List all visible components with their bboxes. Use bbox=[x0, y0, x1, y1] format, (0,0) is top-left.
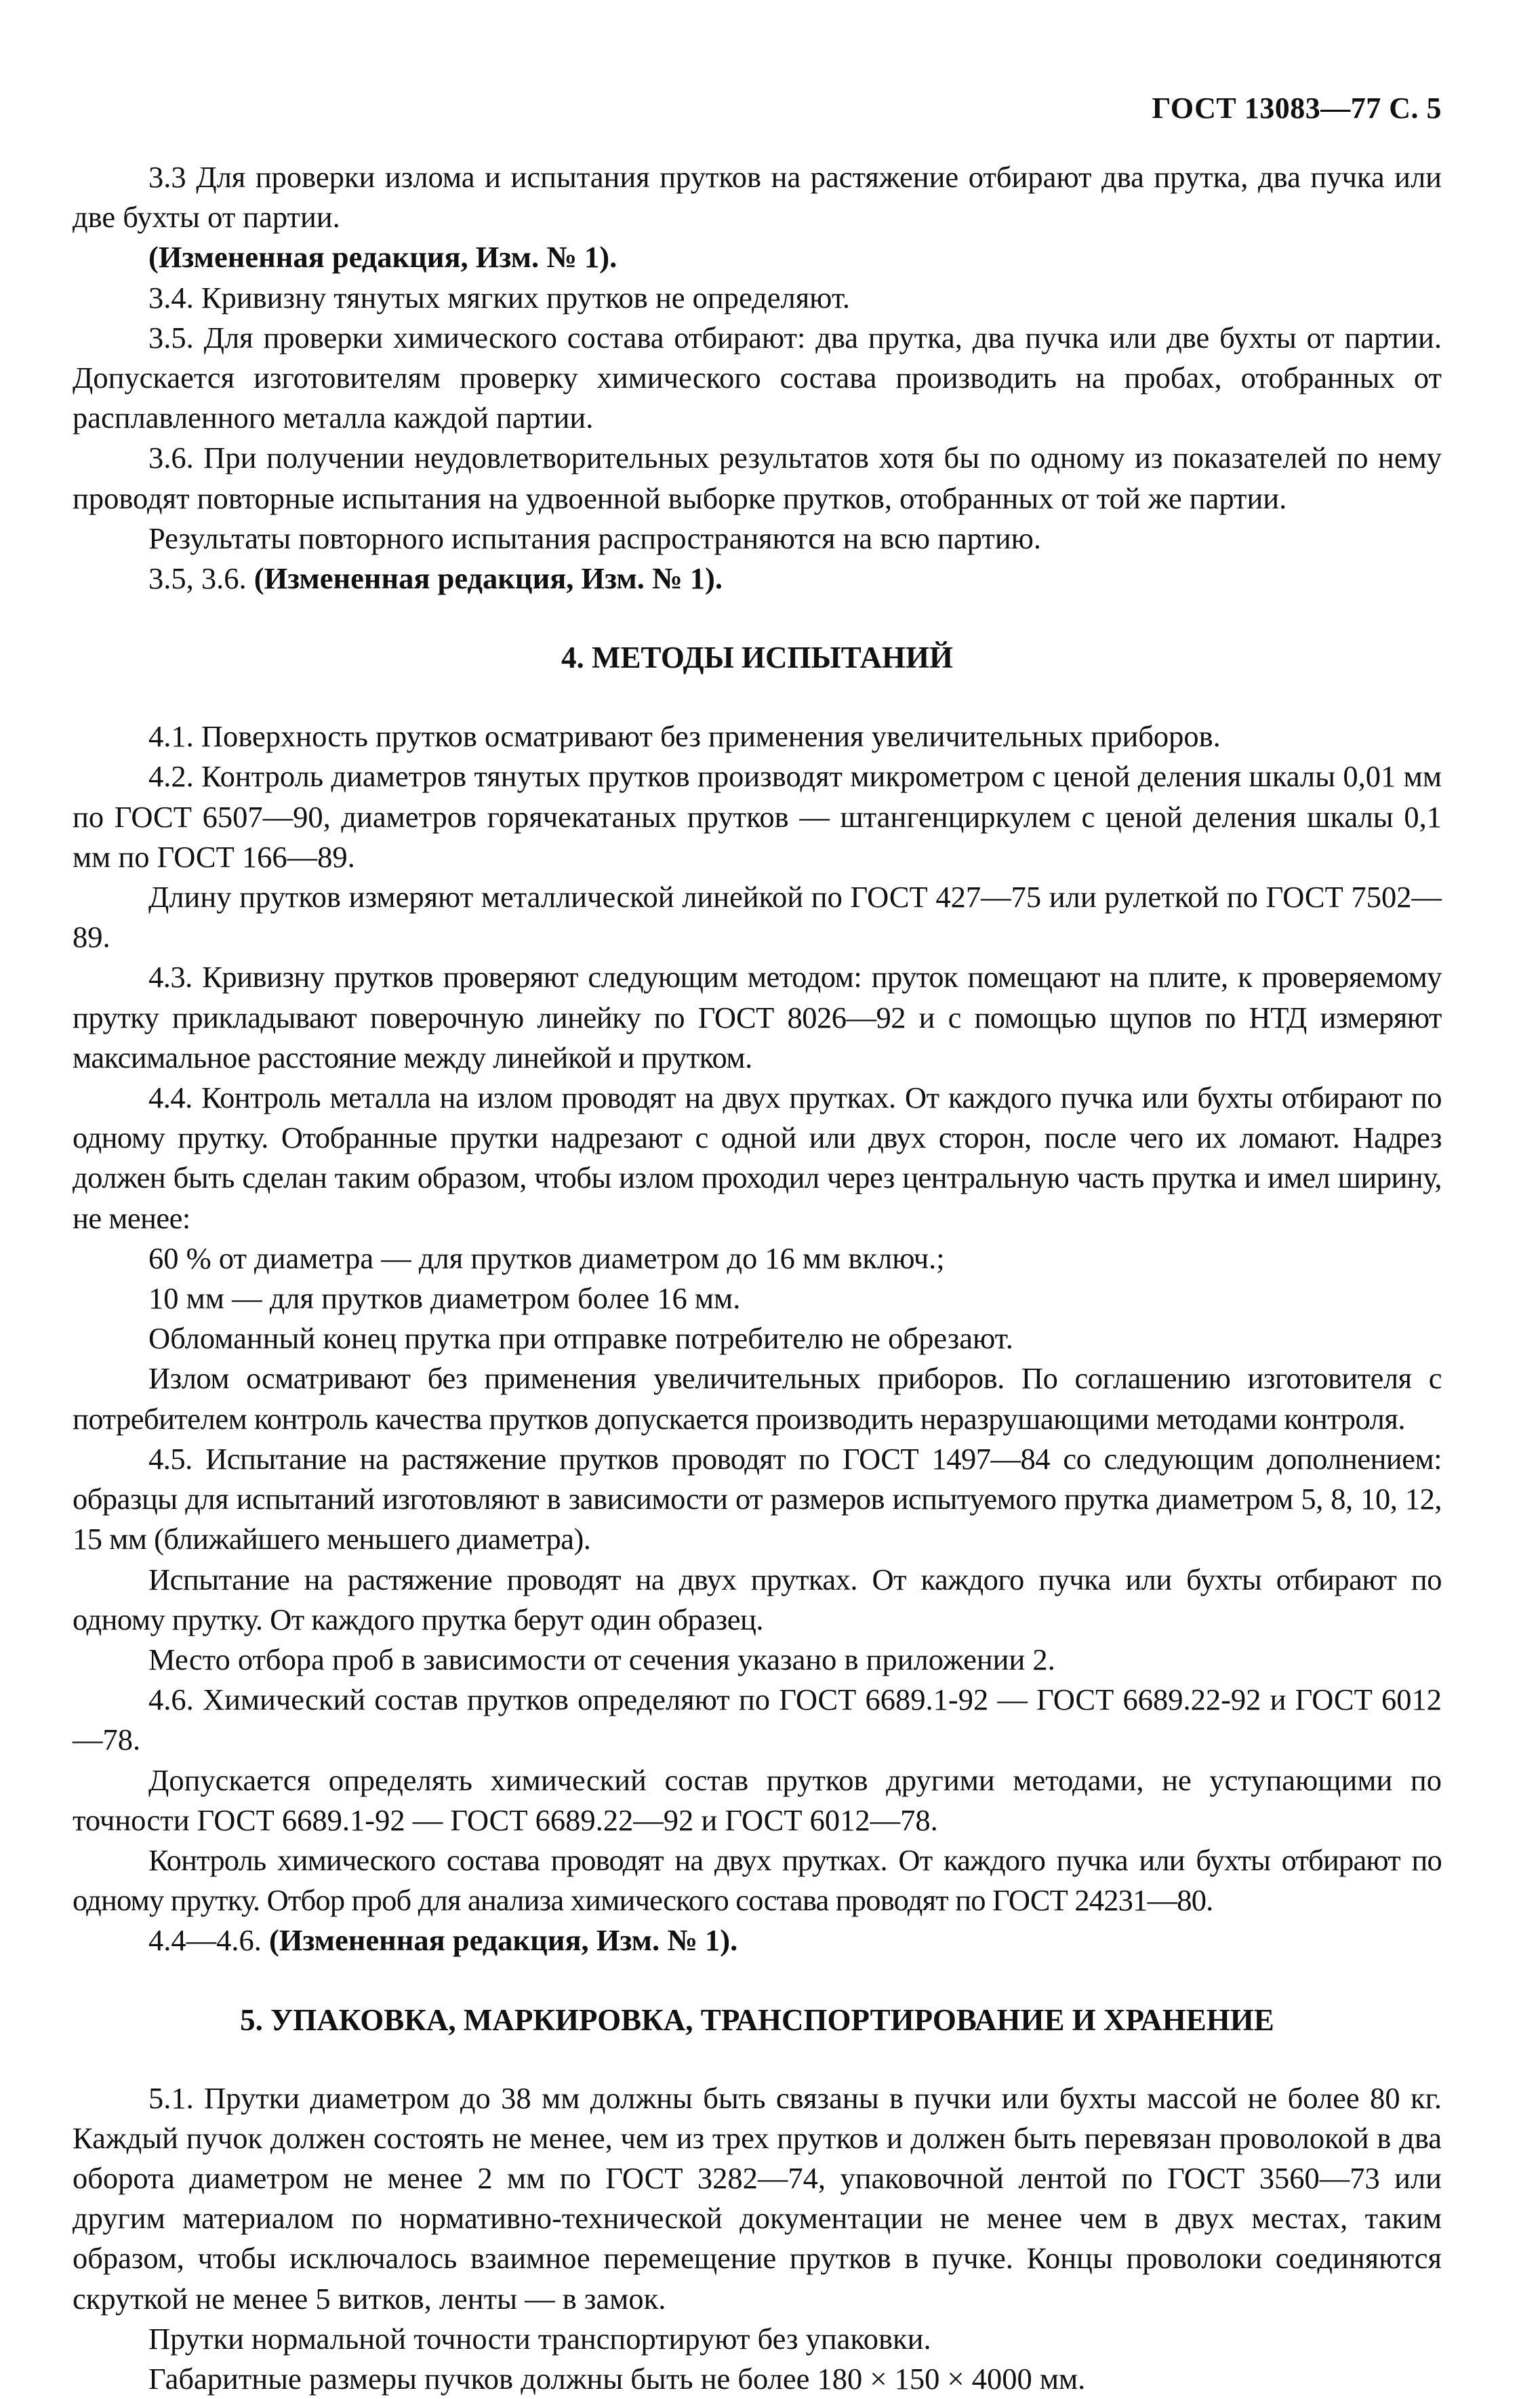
paragraph-5-1-dimensions: Габаритные размеры пучков должны быть не более 180 × 150 × 4000 мм. bbox=[148, 2361, 1086, 2396]
paragraph-3-6-results: Результаты повторного испытания распространяются на всю партию. bbox=[148, 521, 1042, 555]
paragraph-4-4-item-b: 10 мм — для прутков диаметром более 16 мм. bbox=[148, 1281, 741, 1316]
paragraph-5-1: 5.1. Прутки диаметром до 38 мм должны быть связаны в пучки или бухты массой не более 80 кг. Каждый пучок должен состоять не менее, чем из трех прутков и должен быть перевязан проволокой в два оборота диаметром не менее 2 мм по ГОСТ 3282—74, упаковочной лентой по ГОСТ 3560—73 или другим материалом по нормативно-технической документации не менее чем в двух местах, таким образом, чтобы исключалось взаимное перемещение прутков в пучке. Концы проволоки соединяются скруткой не менее 5 витков, ленты — в замок. bbox=[73, 2080, 1442, 2316]
paragraph-4-2: 4.2. Контроль диаметров тянутых прутков производят микрометром с ценой деления шкалы 0,01 мм по ГОСТ 6507—90, диаметров горячекатаных прутков — штангенциркулем с ценой деления шкалы 0,1 мм по ГОСТ 166—89. bbox=[73, 759, 1442, 874]
paragraph-4-1: 4.1. Поверхность прутков осматривают без применения увеличительных приборов. bbox=[148, 719, 1221, 754]
paragraph-4-4-note: Обломанный конец прутка при отправке потребителю не обрезают. bbox=[148, 1321, 1013, 1356]
amendment-ref: 4.4—4.6. bbox=[148, 1923, 262, 1958]
paragraph-3-4: 3.4. Кривизну тянутых мягких прутков не определяют. bbox=[148, 280, 851, 315]
paragraph-4-4-item-a: 60 % от диаметра — для прутков диаметром до 16 мм включ.; bbox=[148, 1241, 945, 1275]
paragraph-4-5-test: Испытание на растяжение проводят на двух прутках. От каждого пучка или бухты отбирают по одному прутку. От каждого прутка берут один образец. bbox=[73, 1562, 1442, 1636]
paragraph-4-2-length: Длину прутков измеряют металлической линейкой по ГОСТ 427—75 или рулеткой по ГОСТ 7502—89. bbox=[73, 880, 1442, 954]
document-body bbox=[73, 157, 1442, 2399]
paragraph-3-6: 3.6. При получении неудовлетворительных результатов хотя бы по одному из показателей по нему проводят повторные испытания на удвоенной выборке прутков, отобранных от той же партии. bbox=[73, 441, 1442, 515]
amendment-note-4-4-4-6 bbox=[73, 1920, 1442, 1960]
paragraph-4-4-inspection: Излом осматривают без применения увеличительных приборов. По соглашению изготовителя с потребителем контроль качества прутков допускается производить неразрушающими методами контроля. bbox=[73, 1361, 1442, 1436]
section-4-title: 4. МЕТОДЫ ИСПЫТАНИЙ bbox=[561, 641, 954, 675]
paragraph-5-1-transport: Прутки нормальной точности транспортируют без упаковки. bbox=[148, 2321, 931, 2356]
paragraph-3-5: 3.5. Для проверки химического состава отбирают: два прутка, два пучка или две бухты от партии. Допускается изготовителям проверку химического состава производить на пробах, отобранных от расплавленного металла каждой партии. bbox=[73, 320, 1442, 435]
paragraph-3-3: 3.3 Для проверки излома и испытания прутков на растяжение отбирают два прутка, два пучка или две бухты от партии. bbox=[73, 160, 1442, 235]
paragraph-4-6: 4.6. Химический состав прутков определяют по ГОСТ 6689.1-92 — ГОСТ 6689.22-92 и ГОСТ 6012—78. bbox=[73, 1682, 1442, 1757]
paragraph-4-6-control: Контроль химического состава проводят на двух прутках. От каждого пучка или бухты отбирают по одному прутку. Отбор проб для анализа химического состава проводят по ГОСТ 24231—80. bbox=[73, 1842, 1442, 1918]
paragraph-4-5: 4.5. Испытание на растяжение прутков проводят по ГОСТ 1497—84 со следующим дополнением: образцы для испытаний изготовляют в зависимости от размеров испытуемого прутка диаметром 5, 8, 10, 12, 15 мм (ближайшего меньшего диаметра). bbox=[73, 1441, 1442, 1556]
paragraph-4-5-sampling: Место отбора проб в зависимости от сечения указано в приложении 2. bbox=[148, 1642, 1055, 1676]
page-header: ГОСТ 13083—77 С. 5 bbox=[1152, 92, 1442, 125]
amendment-label: (Измененная редакция, Изм. № 1). bbox=[269, 1923, 738, 1958]
amendment-ref: 3.5, 3.6. bbox=[148, 561, 247, 596]
paragraph-4-3: 4.3. Кривизну прутков проверяют следующим методом: пруток помещают на плите, к проверяемому прутку прикладывают поверочную линейку по ГОСТ 8026—92 и с помощью щупов по НТД измеряют максимальное расстояние между линейкой и прутком. bbox=[73, 960, 1442, 1074]
section-5-title: 5. УПАКОВКА, МАРКИРОВКА, ТРАНСПОРТИРОВАНИЕ И ХРАНЕНИЕ bbox=[240, 2002, 1274, 2037]
paragraph-4-6-methods: Допускается определять химический состав прутков другими методами, не уступающими по точности ГОСТ 6689.1-92 — ГОСТ 6689.22—92 и ГОСТ 6012—78. bbox=[73, 1762, 1442, 1837]
document-page bbox=[73, 0, 1442, 2396]
amendment-note-3-5-3-6 bbox=[73, 559, 1442, 599]
amendment-note-3-3: (Измененная редакция, Изм. № 1). bbox=[148, 240, 617, 275]
amendment-label: (Измененная редакция, Изм. № 1). bbox=[254, 561, 723, 596]
paragraph-4-4: 4.4. Контроль металла на излом проводят на двух прутках. От каждого пучка или бухты отбирают по одному прутку. Отобранные прутки надрезают с одной или двух сторон, после чего их ломают. Надрез должен быть сделан таким образом, чтобы излом проходил через центральную часть прутка и имел ширину, не менее: bbox=[73, 1081, 1442, 1235]
